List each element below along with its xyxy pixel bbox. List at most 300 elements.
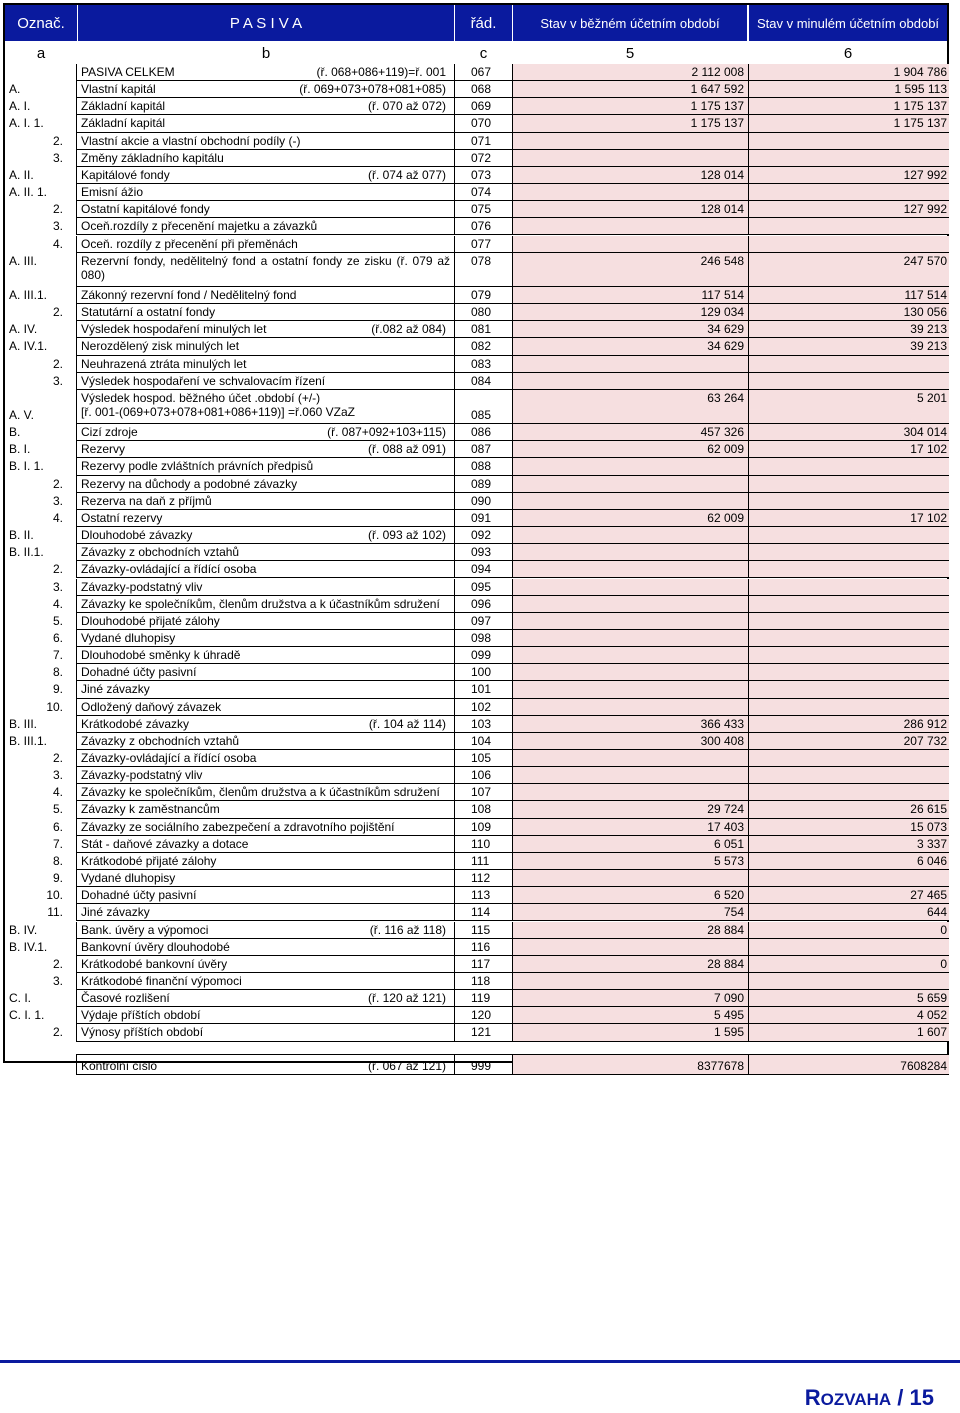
row-line-number: 073 (454, 167, 512, 184)
row-label: Základní kapitál (81, 99, 166, 114)
row-label: Výdaje příštích období (81, 1008, 201, 1023)
row-mark: A. IV.1. (9, 339, 48, 354)
table-row (5, 647, 951, 664)
row-current-value (512, 939, 748, 956)
table-row (5, 253, 951, 287)
row-mark: B. II.1. (9, 545, 44, 560)
row-line-number: 112 (454, 870, 512, 887)
subheader-6: 6 (843, 45, 853, 62)
row-line-number: 099 (454, 647, 512, 664)
row-line-number: 110 (454, 836, 512, 853)
row-line-number: 120 (454, 1007, 512, 1024)
row-label-cell (76, 819, 454, 836)
table-row (5, 561, 951, 578)
row-label: Ostatní rezervy (81, 510, 163, 525)
row-label: Rezerva na daň z příjmů (81, 493, 212, 508)
row-line-number: 113 (454, 887, 512, 904)
row-mark: A. II. 1. (9, 185, 48, 200)
row-mark: 3. (52, 579, 63, 594)
row-previous-value (748, 579, 949, 596)
row-label-cell (76, 664, 454, 681)
row-line-number: 118 (454, 973, 512, 990)
row-previous-value: 17 102 (748, 510, 949, 527)
row-range: (ř. 074 až 077) (367, 167, 446, 182)
row-label: Neuhrazená ztráta minulých let (81, 356, 247, 371)
row-label-cell (76, 836, 454, 853)
row-previous-value: 127 992 (748, 167, 949, 184)
table-row (5, 373, 951, 390)
row-line-number: 116 (454, 939, 512, 956)
row-previous-value (748, 613, 949, 630)
row-current-value: 28 884 (512, 922, 748, 939)
header-col-mark: Označ. (5, 5, 77, 41)
row-previous-value (748, 236, 949, 253)
row-current-value: 246 548 (512, 253, 748, 287)
row-mark: 8. (52, 665, 63, 680)
table-row (5, 716, 951, 733)
row-label-cell (76, 236, 454, 253)
row-mark: B. I. (9, 442, 31, 457)
row-label: Bank. úvěry a výpomoci (81, 922, 209, 937)
row-label-cell (76, 904, 454, 921)
table-row (5, 613, 951, 630)
row-previous-value: 15 073 (748, 819, 949, 836)
row-current-value: 2 112 008 (512, 64, 748, 81)
row-label-cell (76, 373, 454, 390)
table-row (5, 784, 951, 801)
row-label: Krátkodobé bankovní úvěry (81, 956, 228, 971)
row-mark: B. III.1. (9, 733, 48, 748)
row-mark: 8. (52, 853, 63, 868)
row-label-cell (76, 356, 454, 373)
row-line-number: 108 (454, 801, 512, 818)
row-label: Časové rozlišení (81, 991, 170, 1006)
row-label-cell (76, 150, 454, 167)
row-current-value: 63 264 (512, 390, 748, 424)
row-line-number: 071 (454, 133, 512, 150)
table-row (5, 287, 951, 304)
row-line-number: 090 (454, 493, 512, 510)
row-previous-value: 5 659 (748, 990, 949, 1007)
row-label: Základní kapitál (81, 116, 166, 131)
row-current-value (512, 973, 748, 990)
row-range: (ř. 116 až 118) (369, 922, 446, 937)
row-previous-value: 130 056 (748, 304, 949, 321)
row-line-number: 081 (454, 321, 512, 338)
row-label: Závazky-ovládající a řídící osoba (81, 751, 257, 765)
row-previous-value: 127 992 (748, 201, 949, 218)
row-current-value: 1 595 (512, 1024, 748, 1041)
row-current-value (512, 458, 748, 475)
row-label-cell (76, 338, 454, 355)
row-previous-value: 4 052 (748, 1007, 949, 1024)
row-mark: 4. (52, 785, 63, 800)
row-label: Závazky-podstatný vliv (81, 579, 203, 594)
row-mark: 2. (52, 751, 63, 765)
row-label: Cizí zdroje (81, 425, 138, 440)
row-range: (ř. 093 až 102) (367, 528, 446, 543)
table-row (5, 510, 951, 527)
row-line-number: 078 (454, 253, 512, 287)
row-mark: 2. (52, 356, 63, 371)
row-mark: 2. (52, 305, 63, 320)
row-current-value: 5 495 (512, 1007, 748, 1024)
row-previous-value: 3 337 (748, 836, 949, 853)
row-line-number: 107 (454, 784, 512, 801)
table-row (5, 1024, 951, 1041)
row-label: Kapitálové fondy (81, 167, 170, 182)
row-label-cell (76, 750, 454, 767)
row-line-number: 085 (454, 390, 512, 424)
row-label-cell (76, 870, 454, 887)
row-current-value (512, 699, 748, 716)
row-previous-value: 117 514 (748, 287, 949, 304)
row-label-cell (76, 1007, 454, 1024)
row-previous-value: 1 904 786 (748, 64, 949, 81)
table-row (5, 579, 951, 596)
row-mark: 2. (52, 562, 63, 577)
row-current-value: 6 051 (512, 836, 748, 853)
row-label: Rezervy (81, 442, 126, 457)
row-mark: C. I. (9, 991, 32, 1006)
header-col-label: P A S I V A (78, 5, 454, 41)
row-label: Krátkodobé závazky (81, 716, 190, 731)
row-label: Odložený daňový závazek (81, 699, 222, 714)
row-mark (9, 64, 79, 81)
row-line-number: 119 (454, 990, 512, 1007)
row-label-cell (76, 887, 454, 904)
table-row (5, 527, 951, 544)
row-previous-value (748, 596, 949, 613)
control-label-cell (76, 1054, 454, 1075)
row-previous-value: 39 213 (748, 321, 949, 338)
row-previous-value (748, 458, 949, 475)
table-row (5, 681, 951, 698)
row-mark: 2. (52, 1025, 63, 1040)
row-mark: B. (9, 425, 21, 440)
row-current-value: 1 647 592 (512, 81, 748, 98)
row-current-value: 17 403 (512, 819, 748, 836)
row-label-cell (76, 716, 454, 733)
table-row (5, 476, 951, 493)
row-label-cell (76, 801, 454, 818)
row-mark: 2. (52, 133, 63, 148)
row-previous-value (748, 373, 949, 390)
row-mark: A. III.1. (9, 287, 48, 302)
row-previous-value: 1 175 137 (748, 115, 949, 132)
row-label-cell (76, 493, 454, 510)
row-current-value (512, 613, 748, 630)
row-label-cell (76, 767, 454, 784)
row-previous-value: 286 912 (748, 716, 949, 733)
row-label: Změny základního kapitálu (81, 150, 224, 165)
row-previous-value (748, 184, 949, 201)
row-current-value: 300 408 (512, 733, 748, 750)
row-previous-value: 1 607 (748, 1024, 949, 1041)
table-row (5, 630, 951, 647)
row-label: Vlastní kapitál (81, 82, 156, 97)
table-row (5, 887, 951, 904)
row-range: (ř. 120 až 121) (367, 991, 446, 1006)
table-row (5, 236, 951, 253)
row-mark: 2. (52, 476, 63, 491)
row-current-value: 28 884 (512, 956, 748, 973)
row-previous-value (748, 939, 949, 956)
row-label: Oceň. rozdíly z přecenění při přeměnách (81, 236, 298, 251)
row-current-value (512, 150, 748, 167)
row-current-value: 34 629 (512, 338, 748, 355)
row-label-cell (76, 613, 454, 630)
row-line-number: 086 (454, 424, 512, 441)
row-current-value: 128 014 (512, 201, 748, 218)
footer-initial: R (804, 1385, 821, 1410)
table-row (5, 424, 951, 441)
row-previous-value (748, 647, 949, 664)
table-row (5, 939, 951, 956)
row-label-cell (76, 287, 454, 304)
row-line-number: 109 (454, 819, 512, 836)
row-mark: 6. (52, 630, 63, 645)
row-mark: A. III. (9, 253, 38, 268)
row-label: Vydané dluhopisy (81, 871, 176, 886)
row-label: Oceň.rozdíly z přecenění majetku a závazků (81, 219, 318, 234)
table-row (5, 956, 951, 973)
row-mark: 3. (52, 973, 63, 988)
row-label: Jiné závazky (81, 682, 150, 697)
row-line-number: 075 (454, 201, 512, 218)
row-current-value: 1 175 137 (512, 98, 748, 115)
table-row (5, 699, 951, 716)
row-current-value: 117 514 (512, 287, 748, 304)
row-line-number: 101 (454, 681, 512, 698)
row-label-cell (76, 630, 454, 647)
row-mark: 3. (52, 373, 63, 388)
row-label: Nerozdělený zisk minulých let (81, 339, 240, 354)
row-label: Vydané dluhopisy (81, 630, 176, 645)
row-label-cell (76, 476, 454, 493)
row-label: Závazky z obchodních vztahů (81, 733, 240, 748)
row-current-value (512, 750, 748, 767)
row-label-cell (76, 201, 454, 218)
table-row (5, 98, 951, 115)
row-previous-value: 0 (748, 922, 949, 939)
table-row (5, 64, 951, 81)
row-previous-value: 27 465 (748, 887, 949, 904)
row-previous-value: 1 595 113 (748, 81, 949, 98)
row-mark: 9. (52, 682, 63, 697)
row-label-cell (76, 81, 454, 98)
table-row (5, 338, 951, 355)
row-mark: 4. (52, 596, 63, 611)
row-mark: A. II. (9, 167, 34, 182)
row-mark: 3. (52, 150, 63, 165)
row-mark: 10. (46, 888, 63, 903)
row-label: Výsledek hospodaření minulých let (81, 322, 267, 337)
table-row (5, 904, 951, 921)
row-label-cell (76, 647, 454, 664)
row-line-number: 098 (454, 630, 512, 647)
row-range: (ř. 088 až 091) (367, 442, 446, 457)
row-mark: A. V. (9, 407, 34, 422)
row-current-value (512, 681, 748, 698)
row-label-cell (76, 939, 454, 956)
row-label: Výsledek hospod. běžného účet .období (+/-) (81, 390, 321, 405)
row-label-cell (76, 218, 454, 235)
row-label-cell (76, 115, 454, 132)
row-current-value: 1 175 137 (512, 115, 748, 132)
table-row (5, 836, 951, 853)
row-mark: 3. (52, 768, 63, 783)
row-mark: 7. (52, 836, 63, 851)
row-label: Vlastní akcie a vlastní obchodní podíly (-) (81, 133, 301, 148)
balance-sheet-table (3, 3, 949, 1073)
table-row (5, 733, 951, 750)
row-previous-value (748, 664, 949, 681)
row-line-number: 074 (454, 184, 512, 201)
row-previous-value: 644 (748, 904, 949, 921)
row-label: Závazky z obchodních vztahů (81, 545, 240, 560)
row-label-cell (76, 681, 454, 698)
row-label-cell (76, 596, 454, 613)
row-mark: 6. (52, 819, 63, 834)
page-footer (805, 1385, 934, 1411)
row-previous-value (748, 133, 949, 150)
row-mark: B. III. (9, 716, 38, 731)
row-label: Jiné závazky (81, 905, 150, 920)
row-line-number: 102 (454, 699, 512, 716)
row-current-value: 34 629 (512, 321, 748, 338)
row-range: (ř. 087+092+103+115) (327, 425, 446, 440)
row-current-value (512, 544, 748, 561)
row-label: Závazky-podstatný vliv (81, 768, 203, 783)
row-mark: 2. (52, 202, 63, 217)
row-label-cell (76, 253, 454, 287)
row-previous-value: 247 570 (748, 253, 949, 287)
row-line-number: 091 (454, 510, 512, 527)
row-label: Dlouhodobé směnky k úhradě (81, 648, 241, 663)
table-row (5, 304, 951, 321)
row-previous-value: 1 175 137 (748, 98, 949, 115)
header-col-previous: Stav v minulém účetním období (749, 5, 947, 41)
table-row (5, 990, 951, 1007)
subheader-c: c (479, 45, 488, 62)
row-current-value (512, 647, 748, 664)
row-current-value (512, 356, 748, 373)
row-previous-value (748, 630, 949, 647)
row-current-value: 62 009 (512, 441, 748, 458)
header-col-line: řád. (455, 5, 512, 41)
row-previous-value (748, 218, 949, 235)
row-label-cell (76, 853, 454, 870)
row-label-cell (76, 98, 454, 115)
row-range: (ř. 069+073+078+081+085) (299, 82, 446, 97)
row-label: Závazky ze sociálního zabezpečení a zdravotního pojištění (81, 819, 395, 834)
control-current: 8377678 (512, 1054, 748, 1075)
table-row (5, 1007, 951, 1024)
row-line-number: 068 (454, 81, 512, 98)
table-row (5, 390, 951, 424)
row-label: Dlouhodobé závazky (81, 528, 193, 543)
row-previous-value (748, 870, 949, 887)
table-row (5, 767, 951, 784)
table-row (5, 544, 951, 561)
row-current-value (512, 784, 748, 801)
row-mark: B. IV. (9, 922, 38, 937)
row-label-cell (76, 510, 454, 527)
row-previous-value: 17 102 (748, 441, 949, 458)
row-label: Krátkodobé přijaté zálohy (81, 853, 217, 868)
row-line-number: 096 (454, 596, 512, 613)
row-line-number: 084 (454, 373, 512, 390)
row-line-number: 104 (454, 733, 512, 750)
table-row (5, 150, 951, 167)
row-label: Závazky ke společníkům, členům družstva a k účastníkům sdružení (81, 785, 440, 800)
row-previous-value: 0 (748, 956, 949, 973)
row-mark: 5. (52, 802, 63, 817)
table-row (5, 493, 951, 510)
row-line-number: 067 (454, 64, 512, 81)
row-line-number: 080 (454, 304, 512, 321)
row-current-value: 754 (512, 904, 748, 921)
table-row (5, 321, 951, 338)
row-label: Závazky-ovládající a řídící osoba (81, 562, 257, 577)
row-range: (ř. 068+086+119)=ř. 001 (316, 65, 446, 79)
row-line-number: 077 (454, 236, 512, 253)
row-line-number: 100 (454, 664, 512, 681)
row-label-cell (76, 1024, 454, 1041)
table-row (5, 201, 951, 218)
row-current-value (512, 236, 748, 253)
row-mark: 3. (52, 493, 63, 508)
row-label-cell (76, 561, 454, 578)
row-line-number: 079 (454, 287, 512, 304)
table-row (5, 750, 951, 767)
row-label-cell (76, 304, 454, 321)
row-current-value (512, 561, 748, 578)
row-previous-value: 26 615 (748, 801, 949, 818)
row-current-value: 366 433 (512, 716, 748, 733)
row-mark: C. I. 1. (9, 1008, 45, 1023)
row-mark: 5. (52, 613, 63, 628)
row-label: Dlouhodobé přijaté zálohy (81, 613, 220, 628)
table-row (5, 218, 951, 235)
row-line-number: 094 (454, 561, 512, 578)
row-label-cell (76, 956, 454, 973)
row-label-cell (76, 544, 454, 561)
row-mark: 3. (52, 219, 63, 234)
row-current-value (512, 218, 748, 235)
row-current-value (512, 870, 748, 887)
table-row (5, 356, 951, 373)
row-label-cell (76, 699, 454, 716)
table-row (5, 596, 951, 613)
row-label-cell (76, 458, 454, 475)
row-previous-value: 207 732 (748, 733, 949, 750)
subheader-a: a (36, 45, 46, 62)
row-line-number: 115 (454, 922, 512, 939)
control-range: (ř. 067 až 121) (367, 1058, 446, 1073)
row-mark: B. II. (9, 528, 34, 543)
row-label-cell (76, 424, 454, 441)
row-current-value: 128 014 (512, 167, 748, 184)
row-label-cell (76, 973, 454, 990)
footer-rule (0, 1360, 960, 1363)
row-previous-value (748, 476, 949, 493)
row-label-cell (76, 922, 454, 939)
row-line-number: 070 (454, 115, 512, 132)
row-line-number: 095 (454, 579, 512, 596)
row-label-cell (76, 784, 454, 801)
